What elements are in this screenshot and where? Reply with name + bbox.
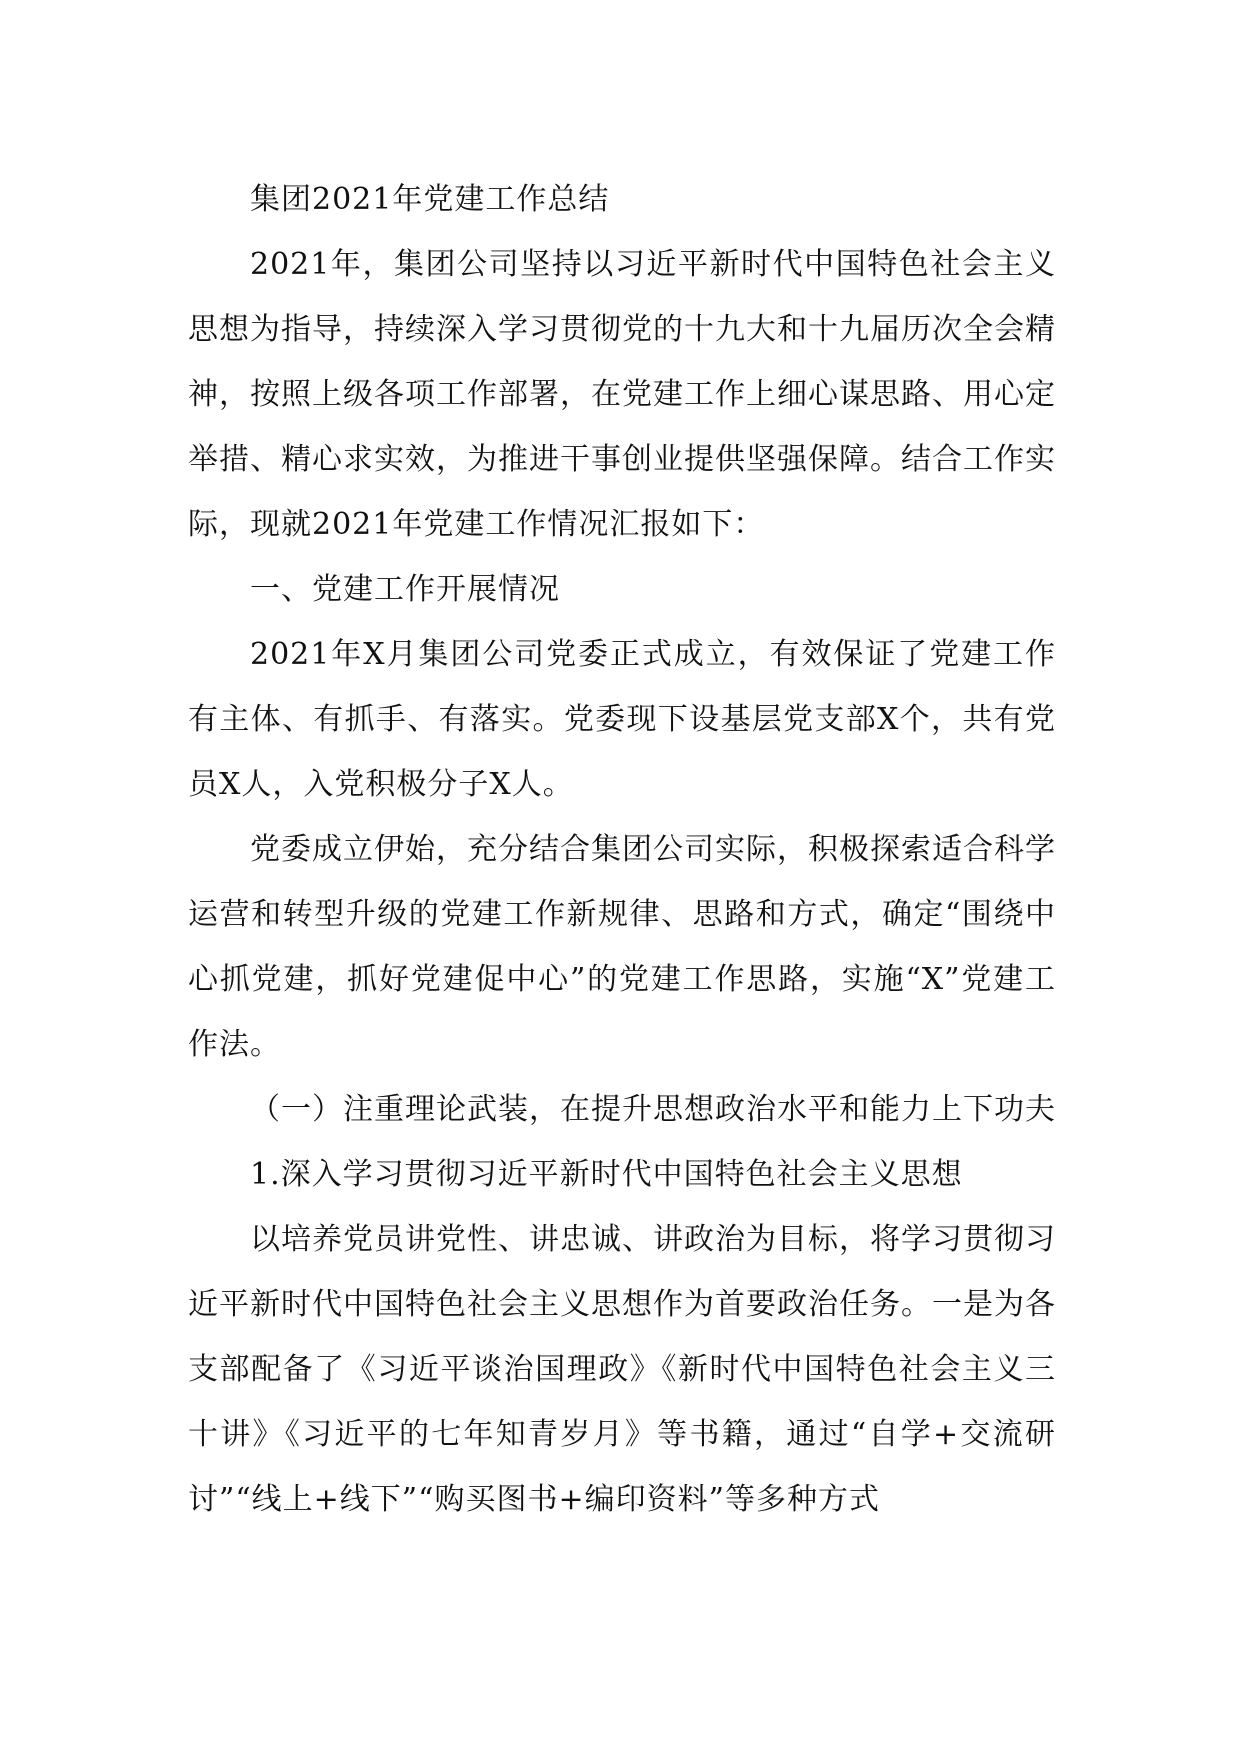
paragraph-intro: 2021年，集团公司坚持以习近平新时代中国特色社会主义思想为指导，持续深入学习贯彻党的十九大和十九届历次全会精神，按照上级各项工作部署，在党建工作上细心谋思路、用心定举措、精心求实效，为推进干事创业提供坚强保障。结合工作实际，现就2021年党建工作情况汇报如下： — [188, 247, 1056, 542]
paragraph-work-approach: 党委成立伊始，充分结合集团公司实际，积极探索适合科学运营和转型升级的党建工作新规律、思路和方式，确定“围绕中心抓党建，抓好党建促中心”的党建工作思路，实施“X”党建工作法。 — [188, 832, 1056, 1062]
section-heading-1: 一、党建工作开展情况 — [250, 572, 560, 607]
paragraph-study: 以培养党员讲党性、讲忠诚、讲政治为目标，将学习贯彻习近平新时代中国特色社会主义思想作为首要政治任务。一是为各支部配备了《习近平谈治国理政》《新时代中国特色社会主义三十讲》《习近平的七年知青岁月》等书籍，通过“自学+交流研讨”“线上+线下”“购买图书+编印资料”等多种方式 — [188, 1222, 1056, 1517]
paragraph-party-committee: 2021年X月集团公司党委正式成立，有效保证了党建工作有主体、有抓手、有落实。党委现下设基层党支部X个，共有党员X人，入党积极分子X人。 — [188, 637, 1056, 802]
document-body — [188, 167, 1056, 1532]
item-heading-1: 1.深入学习贯彻习近平新时代中国特色社会主义思想 — [250, 1157, 963, 1192]
subsection-heading-1: （一）注重理论武装，在提升思想政治水平和能力上下功夫 — [250, 1092, 1056, 1127]
document-title: 集团2021年党建工作总结 — [250, 182, 610, 217]
